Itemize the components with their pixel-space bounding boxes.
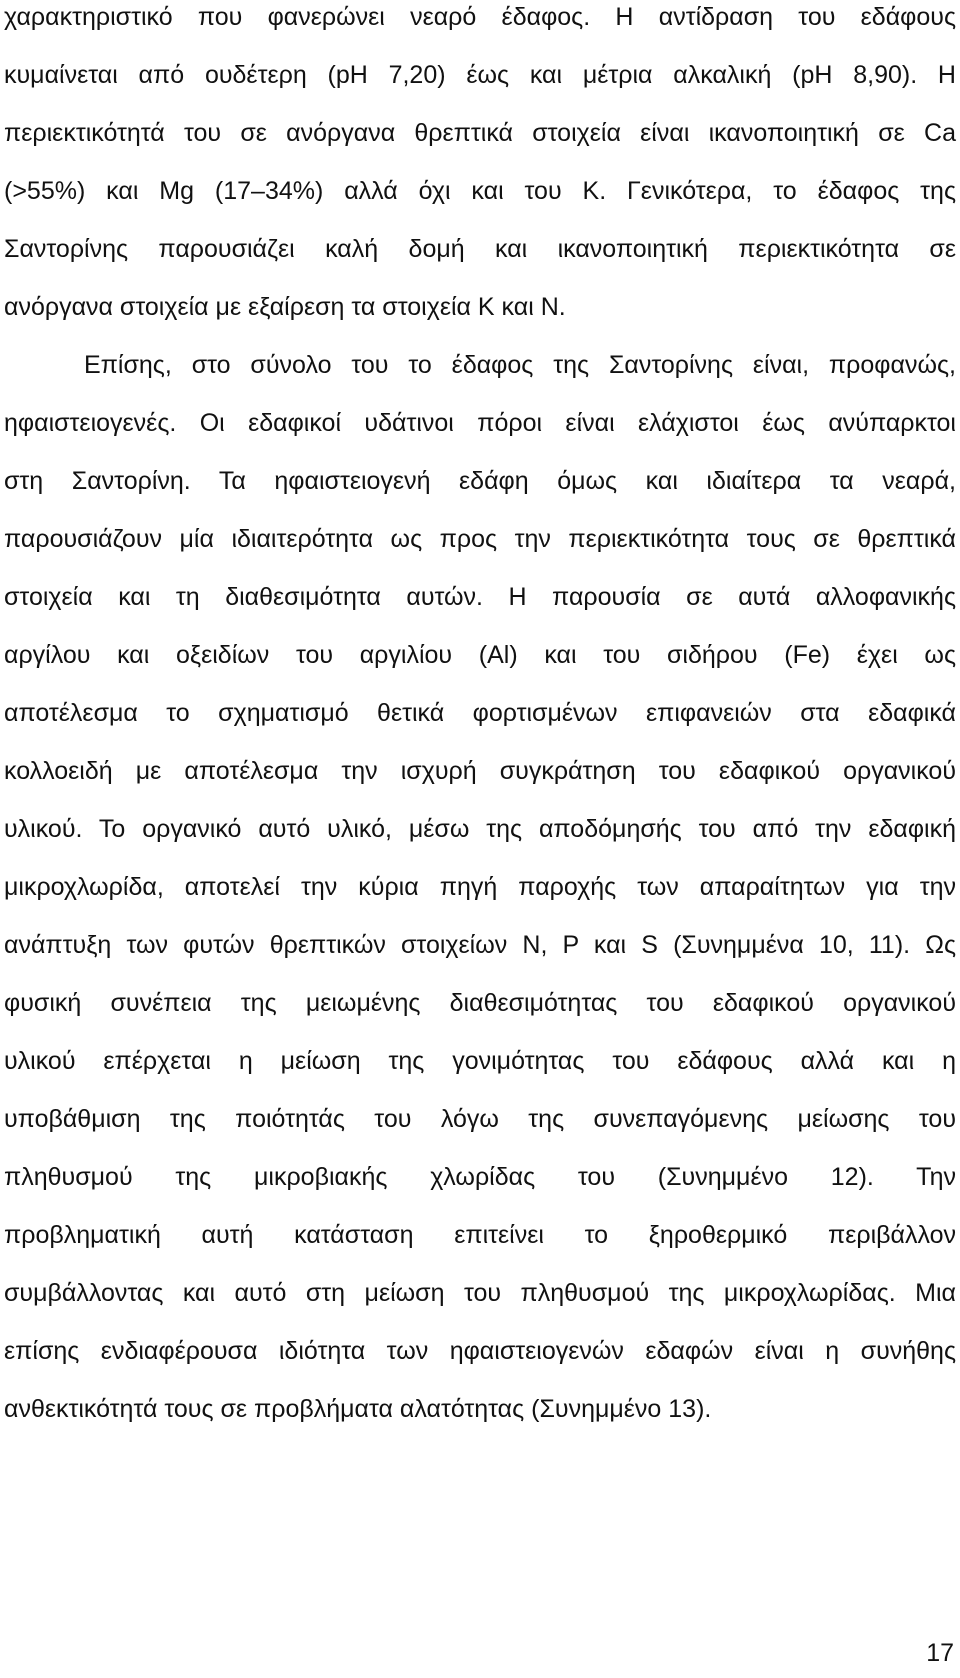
text-line: αποτέλεσμα το σχηματισμό θετικά φορτισμένων επιφανειών στα εδαφικά	[4, 699, 956, 727]
text-line: Σαντορίνης παρουσιάζει καλή δομή και ικανοποιητική περιεκτικότητα σε	[4, 235, 956, 263]
paragraph-first-line: Επίσης, στο σύνολο του το έδαφος της Σαντορίνης είναι, προφανώς,	[84, 351, 956, 379]
text-line: περιεκτικότητά του σε ανόργανα θρεπτικά στοιχεία είναι ικανοποιητική σε Ca	[4, 119, 956, 147]
text-line: στη Σαντορίνη. Τα ηφαιστειογενή εδάφη όμως και ιδιαίτερα τα νεαρά,	[4, 467, 956, 495]
text-line: υλικού επέρχεται η μείωση της γονιμότητας του εδάφους αλλά και η	[4, 1047, 956, 1075]
text-line: πληθυσμού της μικροβιακής χλωρίδας του (Συνημμένο 12). Την	[4, 1163, 956, 1191]
text-line: (>55%) και Mg (17–34%) αλλά όχι και του K. Γενικότερα, το έδαφος της	[4, 177, 956, 205]
text-line: στοιχεία και τη διαθεσιμότητα αυτών. Η παρουσία σε αυτά αλλοφανικής	[4, 583, 956, 611]
text-line: φυσική συνέπεια της μειωμένης διαθεσιμότητας του εδαφικού οργανικού	[4, 989, 956, 1017]
text-line: χαρακτηριστικό που φανερώνει νεαρό έδαφος. Η αντίδραση του εδάφους	[4, 3, 956, 31]
text-line: παρουσιάζουν μία ιδιαιτερότητα ως προς την περιεκτικότητα τους σε θρεπτικά	[4, 525, 956, 553]
text-line: συμβάλλοντας και αυτό στη μείωση του πληθυσμού της μικροχλωρίδας. Μια	[4, 1279, 956, 1307]
text-line: προβληματική αυτή κατάσταση επιτείνει το ξηροθερμικό περιβάλλον	[4, 1221, 956, 1249]
text-line: ηφαιστειογενές. Οι εδαφικοί υδάτινοι πόροι είναι ελάχιστοι έως ανύπαρκτοι	[4, 409, 956, 437]
text-line: ανθεκτικότητά τους σε προβλήματα αλατότητας (Συνημμένο 13).	[4, 1395, 712, 1423]
text-line: υποβάθμιση της ποιότητάς του λόγω της συνεπαγόμενης μείωσης του	[4, 1105, 956, 1133]
text-line: επίσης ενδιαφέρουσα ιδιότητα των ηφαιστειογενών εδαφών είναι η συνήθης	[4, 1337, 956, 1365]
text-line: υλικού. Το οργανικό αυτό υλικό, μέσω της αποδόμησής του από την εδαφική	[4, 815, 956, 843]
text-line: κολλοειδή με αποτέλεσμα την ισχυρή συγκράτηση του εδαφικού οργανικού	[4, 757, 956, 785]
text-line: αργίλου και οξειδίων του αργιλίου (Al) και του σιδήρου (Fe) έχει ως	[4, 641, 956, 669]
page-number: 17	[926, 1639, 954, 1667]
text-line: ανάπτυξη των φυτών θρεπτικών στοιχείων N, P και S (Συνημμένα 10, 11). Ως	[4, 931, 956, 959]
text-line: κυμαίνεται από ουδέτερη (pH 7,20) έως και μέτρια αλκαλική (pH 8,90). Η	[4, 61, 956, 89]
text-line: μικροχλωρίδα, αποτελεί την κύρια πηγή παροχής των απαραίτητων για την	[4, 873, 956, 901]
text-line: ανόργανα στοιχεία με εξαίρεση τα στοιχεία K και N.	[4, 293, 566, 321]
